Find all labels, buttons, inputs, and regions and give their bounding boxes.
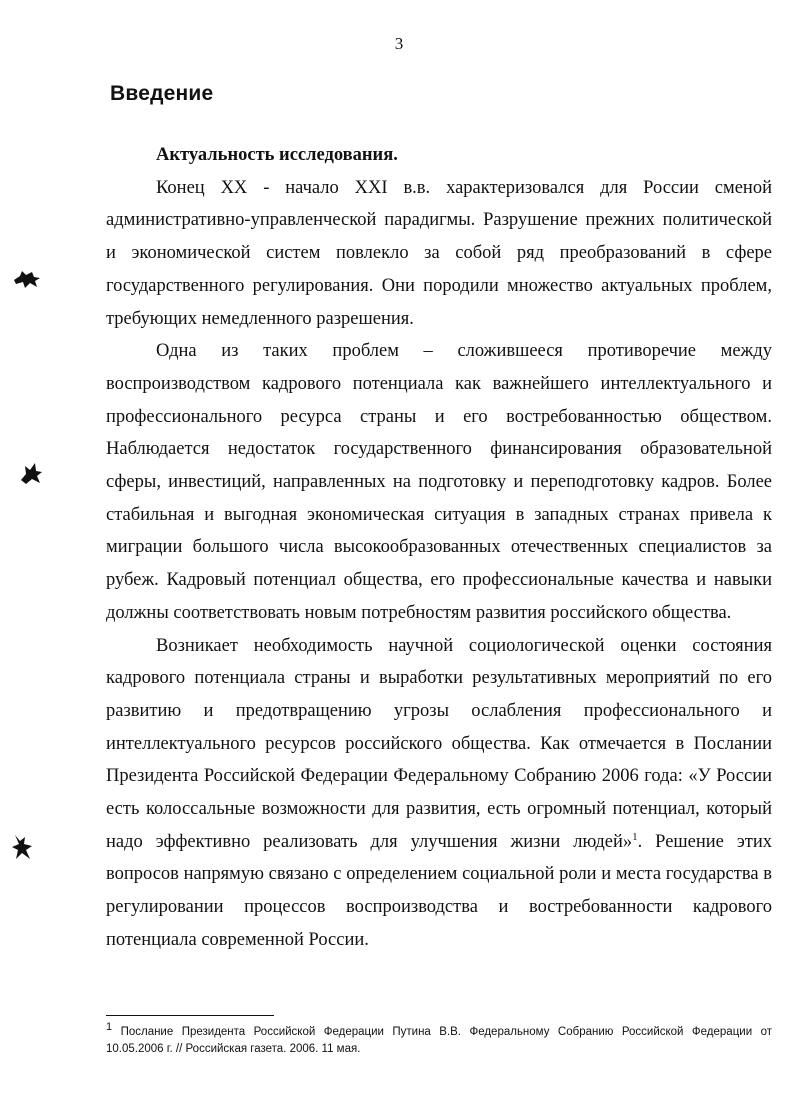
paragraph-1: Конец XX - начало XXI в.в. характеризовался для России сменой административно-управленческой парадигмы. Разрушение прежних политической и экономической систем повлекло за собой ряд преобразований в сфере государственного регулирования. Они породили множество актуальных проблем, требующих немедленного разрешения. xyxy=(106,177,772,329)
ink-blot-3 xyxy=(10,832,36,862)
section-subtitle: Актуальность исследования. xyxy=(156,145,398,165)
footnote-marker: 1 xyxy=(106,1021,113,1034)
footnote-divider xyxy=(106,1015,274,1016)
footnote-text: Послание Президента Российской Федерации Путина В.В. Федеральному Собранию Российской Федерации от 10.05.2006 г. // Российская газета. 2006. 11 мая. xyxy=(106,1026,772,1055)
paragraph-3-part-2: . Решение этих вопросов напрямую связано с определением социальной роли и места государства в регулировании процессов воспроизводства и востребованности кадрового потенциала современной России. xyxy=(106,831,772,950)
paragraph-3 xyxy=(106,630,772,957)
body-text xyxy=(106,139,772,957)
footnote-reference: 1 xyxy=(632,830,638,843)
paragraph-2: Одна из таких проблем – сложившееся противоречие между воспроизводством кадрового потенциала как важнейшего интеллектуального и профессионального ресурса страны и его востребованностью обществом. Наблюдается недостаток государственного финансирования образовательной сферы, инвестиций, направленных на подготовку и переподготовку кадров. Более стабильная и выгодная экономическая ситуация в западных странах привела к миграции большого числа высокообразованных отечественных специалистов за рубеж. Кадровый потенциал общества, его профессиональные качества и навыки должны соответствовать новым потребностям развития российского общества. xyxy=(106,341,772,623)
paragraph-3-part-1: Возникает необходимость научной социологической оценки состояния кадрового потенциала страны и выработки результативных мероприятий по его развитию и предотвращению угрозы ослабления профессионального и интеллектуального ресурсов российского общества. Как отмечается в Послании Президента Российской Федерации Федеральному Собранию 2006 года: «У России есть колоссальные возможности для развития, есть огромный потенциал, который надо эффективно реализовать для улучшения жизни людей» xyxy=(106,635,772,852)
footnote xyxy=(106,1021,772,1058)
page-title: Введение xyxy=(110,82,214,105)
ink-blot-1 xyxy=(12,268,42,290)
ink-blot-2 xyxy=(18,460,44,486)
page-number: 3 xyxy=(394,34,404,53)
